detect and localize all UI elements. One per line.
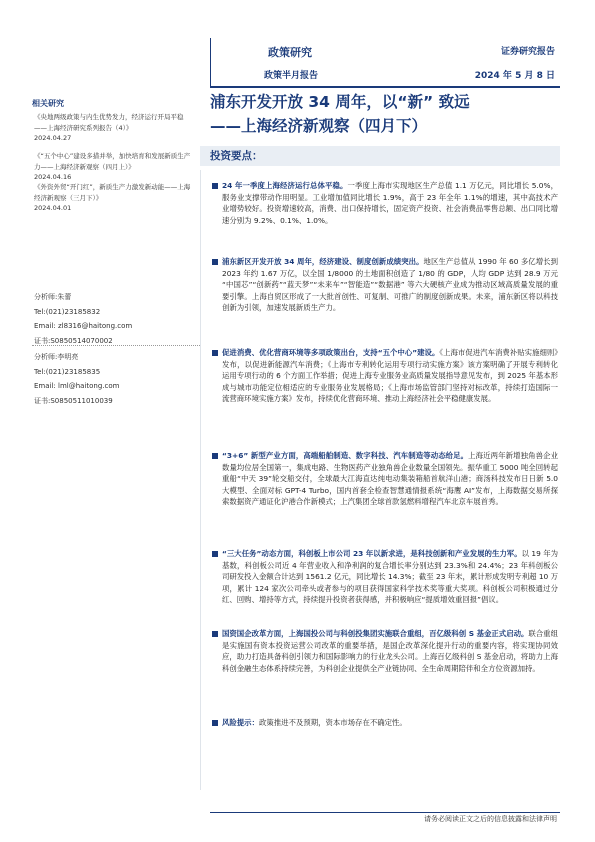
point-lead: 风险提示：	[222, 718, 259, 727]
point-lead: 24 年一季度上海经济运行总体平稳。	[222, 181, 348, 190]
point-body: 一季度上海市实现地区生产总值 1.1 万亿元，同比增长 5.0%，服务业支撑带动作用明显。工业增加值同比增长 1.9%，高于 23 年全年 1.1%的增速，其中高技术产业增势较好。投资增速较高，消费、出口保持增长，固定资产投资、社会消费品零售总额、出口同比增速分别为 9.2%、0.1%、1.0%。	[222, 181, 558, 225]
bullet-icon	[212, 350, 218, 356]
related-item[interactable]: 《“五个中心”建设多措并举，加快培育和发展新质生产力——上海经济新观察（四月上）》 2024.04.16	[34, 152, 191, 181]
analyst-tel: Tel:(021)23185832	[34, 307, 101, 316]
point-paragraph	[222, 180, 558, 226]
point-paragraph	[222, 256, 558, 314]
bullet-icon	[212, 183, 218, 189]
point-body: 联合重组是实施国有资本投资运营公司改革的重要举措，是国企改革深化提升行动的重要内容，将实现协同效应，助力打造具备科创引领力和国际影响力的行业龙头公司。上海百亿级科创 S 基金启动，将助力上海科创金融生态体系持续完善，为科创企业提供全产业链协同、全生命周期陪伴和全方位资源加持。	[222, 629, 558, 673]
section-title: 投资要点：	[210, 150, 263, 162]
related-item[interactable]: 《央地两级政策与内生优势发力，经济运行开局平稳——上海经济研究系列报告（4）》 2024.04.27	[34, 113, 184, 142]
report-category: 政策研究	[268, 46, 312, 59]
analyst-email[interactable]: Email: lml@haitong.com	[34, 382, 120, 390]
analyst-cert: 证书:S0850511010039	[34, 396, 113, 405]
page-title	[210, 90, 560, 138]
analyst-email[interactable]: Email: zl8316@haitong.com	[34, 322, 133, 330]
bullet-icon	[212, 453, 218, 459]
title-line-2: ——上海经济新观察（四月下）	[210, 117, 428, 135]
title-line-1: 浦东开发开放 34 周年，以“新” 致远	[210, 93, 470, 111]
point-lead: 浦东新区开发开放 34 周年，经济建设、制度创新成绩突出。	[222, 257, 424, 266]
point-body: 以 19 年为基数，科创板公司近 4 年营业收入和净利润的复合增长率分别达到 23.3%和 24.4%；23 年科创板公司研发投入金额合计达到 1561.2 亿元，同比增长 14.3%；截至 23 年末，累计形成发明专利超 10 万项，累计 124 家次公司牵头或者参与的项目获得国家科学技术奖等重大奖项。科创板公司积极通过分红、回购、增持等方式，持续提升投资者获得感，并积极响应“提质增效重回报”倡议。	[222, 549, 558, 604]
related-research-heading: 相关研究	[32, 99, 64, 108]
point-paragraph	[222, 717, 558, 729]
footer-disclaimer: 请务必阅读正文之后的信息披露和法律声明	[424, 815, 557, 823]
related-item[interactable]: 《外资外贸“开门红”，新质生产力激发新动能——上海经济新观察（三月下）》 2024.04.01	[34, 183, 191, 212]
point-paragraph	[222, 347, 558, 405]
report-subcategory: 政策半月报告	[264, 71, 319, 81]
point-body: 政策推进不及预期，资本市场存在不确定性。	[258, 718, 407, 727]
header-rule	[210, 86, 560, 88]
point-body: 《上海市促进汽车消费补贴实施细则》发布，以促进新能源汽车消费；《上海市专利转化运用专项行动实施方案》该方案明确了开展专利转化运用专项行动的 6 个方面工作举措；促进上海专业服务业高质量发展指导意见发布，到 2025 年基本形成与城市功能定位相适应的专业服务业发展格局；《上海市场监管部门坚持对标改革，持续打造国际一流营商环境实施方案》发布，持续优化营商环境、推动上海经济社会平稳健康发展。	[222, 348, 558, 403]
analyst-name: 分析师:朱蕾	[34, 293, 72, 301]
footer-rule	[210, 812, 560, 813]
bullet-icon	[212, 551, 218, 557]
header-divider	[210, 38, 211, 86]
content-divider	[200, 170, 201, 790]
point-lead: 国资国企改革方面，上海国投公司与科创投集团实施联合重组，百亿级科创 S 基金正式启动。	[222, 629, 529, 638]
analyst-tel: Tel:(021)23185835	[34, 367, 101, 376]
bullet-icon	[212, 720, 218, 726]
point-body: 上海近两年新增独角兽企业数量均位居全国第一，集成电路、生物医药产业独角兽企业数量全国领先。振华重工 5000 吨全回转起重船“中天 39”轮交船交付，全球最大江海直达纯电动集装箱船首航洋山港；商汤科技发布日日新 5.0 大模型、全面对标 GPT-4 Turbo，国内首套全检查智慧通情报系统“海鹰 AI”发布，上海数据交易所探索数据资产通证化沪港合作新模式；上汽集团全球首款氢燃料增程汽车北京车展首秀。	[222, 451, 558, 506]
point-body: 地区生产总值从 1990 年 60 多亿增长到 2023 年约 1.67 万亿，以全国 1/8000 的土地面积创造了 1/80 的 GDP，人均 GDP 达到 28.9 万元 “中国芯”“创新药”“蓝天梦”“未来车”“智能造”“数据港” 等六大硬核产业成为推动区域高质量发展的重要引擎。上海自贸区形成了一大批首创性、可复制、可推广的制度创新成果。未来，浦东新区将以科技创新为引领，加速发展新质生产力。	[222, 257, 558, 312]
analyst-separator	[32, 345, 200, 346]
report-date: 2024 年 5 月 8 日	[474, 71, 555, 81]
report-type: 证券研究报告	[500, 47, 555, 57]
analyst-cert: 证书:S0850514070002	[34, 336, 113, 345]
point-paragraph	[222, 450, 558, 508]
bullet-icon	[212, 631, 218, 637]
bullet-icon	[212, 259, 218, 265]
point-paragraph	[222, 628, 558, 674]
point-lead: “三大任务”动态方面，科创板上市公司 23 年以新求进，是科技创新和产业发展的生力军。	[222, 549, 522, 558]
analyst-name: 分析师:李明亮	[34, 353, 79, 361]
analyst-block	[34, 350, 194, 408]
point-paragraph	[222, 548, 558, 606]
analyst-block	[34, 290, 194, 348]
point-lead: 促进消费、优化营商环境等多项政策出台，支持“五个中心”建设。	[222, 348, 440, 357]
point-lead: “3+6” 新型产业方面，高端船舶制造、数字科技、汽车制造等动态给足。	[222, 451, 469, 460]
